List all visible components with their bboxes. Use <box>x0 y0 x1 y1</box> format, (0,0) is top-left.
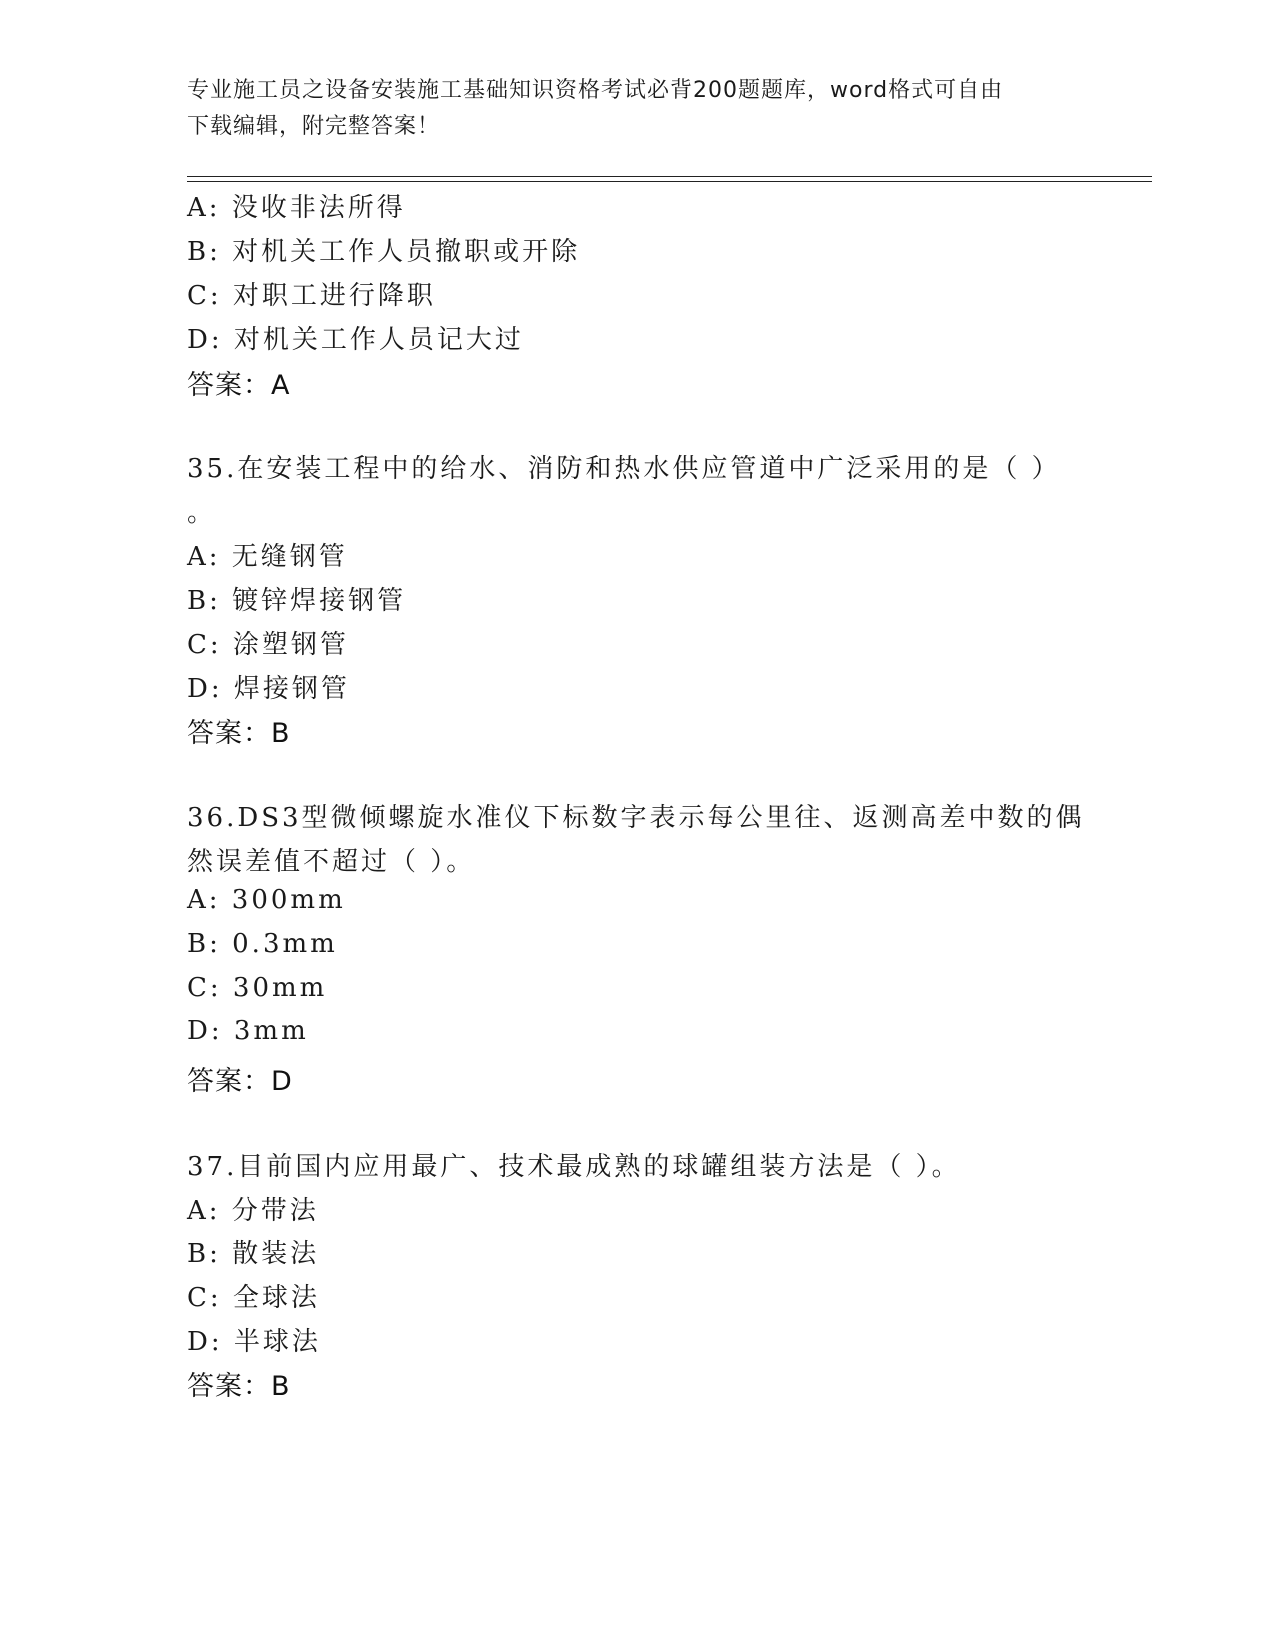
q34-option-c: C: 对职工进行降职 <box>187 281 436 311</box>
header-divider-top <box>187 176 1152 177</box>
q34-answer: 答案：A <box>187 370 291 401</box>
q35-stem-line-2: 。 <box>187 498 217 528</box>
q37-option-b: B: 散装法 <box>187 1239 320 1269</box>
document-header <box>187 73 1087 145</box>
q36-option-a: A: 300mm <box>187 885 346 915</box>
q36-option-d: D: 3mm <box>187 1016 309 1046</box>
q35-answer: 答案：B <box>187 718 291 749</box>
header-divider-bottom <box>187 181 1152 182</box>
q35-stem-line-1: 35.在安装工程中的给水、消防和热水供应管道中广泛采用的是（ ） <box>187 454 1061 484</box>
q34-option-d: D: 对机关工作人员记大过 <box>187 325 524 355</box>
q37-option-d: D: 半球法 <box>187 1327 321 1357</box>
q37-stem-line-1: 37.目前国内应用最广、技术最成熟的球罐组装方法是（ ）。 <box>187 1152 961 1182</box>
q37-answer: 答案：B <box>187 1371 291 1402</box>
q36-option-b: B: 0.3mm <box>187 929 338 959</box>
q35-option-b: B: 镀锌焊接钢管 <box>187 586 407 616</box>
q36-stem-line-2: 然误差值不超过（ ）。 <box>187 847 476 877</box>
q34-option-a: A: 没收非法所得 <box>187 193 406 223</box>
header-line-1: 专业施工员之设备安装施工基础知识资格考试必背200题题库，word格式可自由 <box>187 78 1004 103</box>
q35-option-a: A: 无缝钢管 <box>187 542 348 572</box>
header-line-2: 下载编辑，附完整答案！ <box>187 114 441 139</box>
q36-stem-line-1: 36.DS3型微倾螺旋水准仪下标数字表示每公里往、返测高差中数的偶 <box>187 803 1085 833</box>
q35-option-c: C: 涂塑钢管 <box>187 630 349 660</box>
q37-option-a: A: 分带法 <box>187 1196 319 1226</box>
q34-option-b: B: 对机关工作人员撤职或开除 <box>187 237 581 267</box>
q36-option-c: C: 30mm <box>187 973 328 1003</box>
q36-answer: 答案：D <box>187 1066 293 1097</box>
q35-option-d: D: 焊接钢管 <box>187 674 350 704</box>
q37-option-c: C: 全球法 <box>187 1283 320 1313</box>
